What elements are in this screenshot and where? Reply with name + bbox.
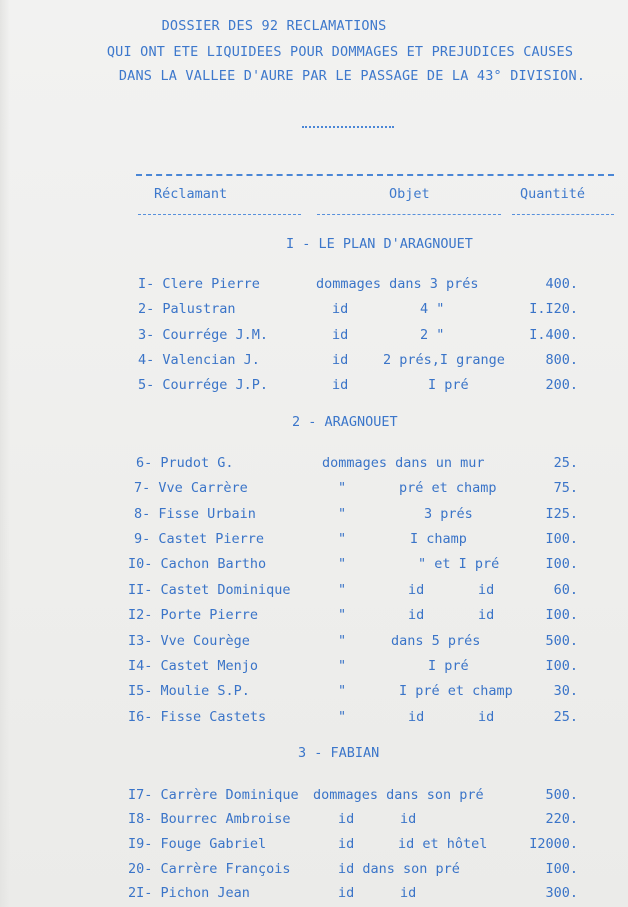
object-cell: pré et champ <box>399 480 497 496</box>
object-cell: I champ <box>410 531 467 547</box>
quantity-cell: 30. <box>553 683 578 699</box>
object-cell: " <box>338 582 347 598</box>
column-rule-claimant <box>138 214 301 215</box>
quantity-cell: I00. <box>545 861 578 877</box>
claimant-cell: 3- Courrége J.M. <box>138 327 269 343</box>
object-cell: id dans son pré <box>338 861 460 877</box>
object-cell: id <box>332 327 349 343</box>
quantity-cell: I25. <box>545 506 578 522</box>
object-cell: " <box>338 480 347 496</box>
object-cell: " <box>338 607 347 623</box>
quantity-cell: 60. <box>553 582 578 598</box>
object-cell: id <box>408 709 425 725</box>
object-cell: " <box>338 506 347 522</box>
object-cell: I pré et champ <box>399 683 513 699</box>
document-title-line-2: QUI ONT ETE LIQUIDEES POUR DOMMAGES ET PREJUDICES CAUSES <box>106 44 574 60</box>
claimant-cell: 6- Prudot G. <box>136 455 234 471</box>
object-cell: id <box>478 709 495 725</box>
claimant-cell: I9- Fouge Gabriel <box>128 836 267 852</box>
section-heading: 3 - FABIAN <box>298 745 380 761</box>
object-cell: " et I pré <box>418 556 500 572</box>
claimant-cell: II- Castet Dominique <box>128 582 291 598</box>
claimant-cell: 9- Castet Pierre <box>134 531 265 547</box>
quantity-cell: 220. <box>545 811 578 827</box>
table-top-rule <box>136 174 614 176</box>
column-header-object: Objet <box>389 186 430 202</box>
object-cell: " <box>338 683 347 699</box>
claim-row <box>0 276 628 296</box>
claim-row <box>0 683 628 703</box>
claim-row <box>0 633 628 653</box>
claimant-cell: I5- Moulie S.P. <box>128 683 250 699</box>
claimant-cell: 20- Carrère François <box>128 861 291 877</box>
object-cell: dommages dans 3 prés <box>316 276 479 292</box>
object-cell: id <box>338 836 355 852</box>
object-cell: " <box>338 531 347 547</box>
claim-row <box>0 861 628 881</box>
quantity-cell: I2000. <box>529 836 578 852</box>
object-cell: " <box>338 633 347 649</box>
quantity-cell: 500. <box>545 787 578 803</box>
object-cell: 4 " <box>420 301 445 317</box>
claim-row <box>0 301 628 321</box>
section-heading: I - LE PLAN D'ARAGNOUET <box>286 236 473 252</box>
object-cell: 2 " <box>420 327 445 343</box>
claim-row <box>0 658 628 678</box>
object-cell: id <box>400 811 417 827</box>
object-cell: " <box>338 709 347 725</box>
object-cell: id <box>400 885 417 901</box>
claimant-cell: 2- Palustran <box>138 301 236 317</box>
quantity-cell: 25. <box>553 709 578 725</box>
object-cell: id <box>408 607 425 623</box>
quantity-cell: 500. <box>545 633 578 649</box>
object-cell: id et hôtel <box>398 836 488 852</box>
object-cell: dans 5 prés <box>391 633 481 649</box>
object-cell: " <box>338 556 347 572</box>
title-separator <box>302 126 394 128</box>
claim-row <box>0 377 628 397</box>
claim-row <box>0 607 628 627</box>
claimant-cell: 8- Fisse Urbain <box>134 506 256 522</box>
column-rule-quantity <box>512 214 614 215</box>
claimant-cell: 4- Valencian J. <box>138 352 260 368</box>
document-title-line-1: DOSSIER DES 92 RECLAMATIONS <box>161 18 387 34</box>
object-cell: " <box>338 658 347 674</box>
claim-row <box>0 506 628 526</box>
object-cell: id <box>408 582 425 598</box>
quantity-cell: I00. <box>545 531 578 547</box>
quantity-cell: 200. <box>545 377 578 393</box>
object-cell: 2 prés,I grange <box>383 352 505 368</box>
quantity-cell: 300. <box>545 885 578 901</box>
claim-row <box>0 455 628 475</box>
object-cell: id <box>478 582 495 598</box>
claim-row <box>0 352 628 372</box>
claim-row <box>0 327 628 347</box>
claimant-cell: 2I- Pichon Jean <box>128 885 250 901</box>
claimant-cell: I4- Castet Menjo <box>128 658 259 674</box>
claimant-cell: 5- Courrége J.P. <box>138 377 269 393</box>
section-heading: 2 - ARAGNOUET <box>292 414 398 430</box>
object-cell: I pré <box>428 377 469 393</box>
column-rule-object <box>317 214 501 215</box>
claimant-cell: I3- Vve Courège <box>128 633 250 649</box>
quantity-cell: 75. <box>553 480 578 496</box>
claim-row <box>0 556 628 576</box>
quantity-cell: I.400. <box>529 327 578 343</box>
object-cell: id <box>338 885 355 901</box>
quantity-cell: I00. <box>545 556 578 572</box>
claimant-cell: 7- Vve Carrère <box>134 480 248 496</box>
object-cell: id <box>332 352 349 368</box>
object-cell: dommages dans un mur <box>322 455 485 471</box>
object-cell: dommages dans son pré <box>313 787 484 803</box>
claim-row <box>0 836 628 856</box>
claim-row <box>0 811 628 831</box>
object-cell: I pré <box>428 658 469 674</box>
claimant-cell: I0- Cachon Bartho <box>128 556 267 572</box>
claim-row <box>0 531 628 551</box>
object-cell: id <box>338 811 355 827</box>
quantity-cell: 800. <box>545 352 578 368</box>
quantity-cell: I00. <box>545 658 578 674</box>
object-cell: id <box>478 607 495 623</box>
column-header-quantity: Quantité <box>520 186 586 202</box>
quantity-cell: I00. <box>545 607 578 623</box>
quantity-cell: I.I20. <box>529 301 578 317</box>
object-cell: 3 prés <box>424 506 473 522</box>
object-cell: id <box>332 377 349 393</box>
claimant-cell: I6- Fisse Castets <box>128 709 267 725</box>
claimant-cell: I8- Bourrec Ambroise <box>128 811 291 827</box>
document-title-line-3: DANS LA VALLEE D'AURE PAR LE PASSAGE DE LA 43° DIVISION. <box>118 68 586 84</box>
column-header-claimant: Réclamant <box>154 186 228 202</box>
claim-row <box>0 709 628 729</box>
claimant-cell: I7- Carrère Dominique <box>128 787 299 803</box>
claim-row <box>0 480 628 500</box>
claimant-cell: I2- Porte Pierre <box>128 607 259 623</box>
claim-row <box>0 885 628 905</box>
quantity-cell: 25. <box>553 455 578 471</box>
claim-row <box>0 582 628 602</box>
claim-row <box>0 787 628 807</box>
object-cell: id <box>332 301 349 317</box>
claimant-cell: I- Clere Pierre <box>138 276 260 292</box>
quantity-cell: 400. <box>545 276 578 292</box>
